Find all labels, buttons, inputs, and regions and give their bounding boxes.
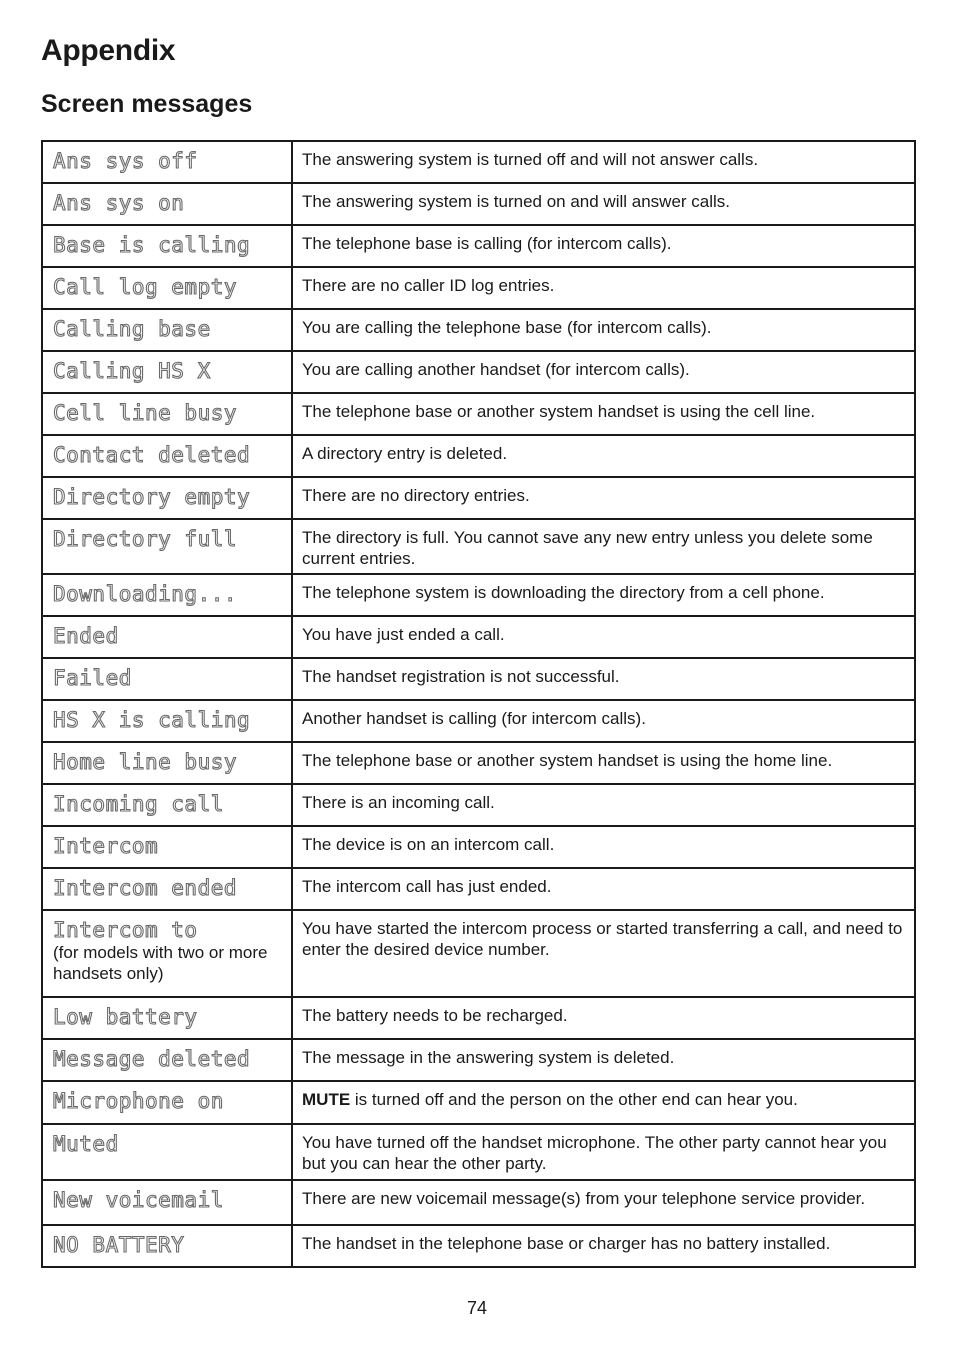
description-cell — [292, 351, 915, 393]
table-row — [42, 1124, 915, 1180]
description-cell — [292, 519, 915, 574]
description-cell — [292, 1039, 915, 1081]
lcd-message: Microphone on — [53, 1089, 224, 1113]
message-cell — [42, 997, 292, 1039]
table-row — [42, 519, 915, 574]
mute-key-label: MUTE — [302, 1090, 351, 1109]
message-description: You have started the intercom process or started transferring a call, and need to enter the desired device number. — [302, 919, 903, 959]
table-row — [42, 574, 915, 616]
description-cell — [292, 784, 915, 826]
message-cell — [42, 910, 292, 997]
table-row — [42, 910, 915, 997]
lcd-message: Ans sys on — [53, 191, 185, 215]
lcd-message: Call log empty — [53, 275, 238, 299]
message-cell — [42, 183, 292, 225]
message-description: The handset in the telephone base or charger has no battery installed. — [302, 1234, 831, 1253]
message-cell — [42, 868, 292, 910]
message-description — [293, 1082, 914, 1110]
message-cell — [42, 1039, 292, 1081]
message-cell — [42, 393, 292, 435]
message-cell — [42, 477, 292, 519]
message-description: You are calling another handset (for intercom calls). — [302, 360, 690, 379]
description-cell — [292, 477, 915, 519]
lcd-message: Intercom — [53, 834, 159, 858]
description-cell — [292, 309, 915, 351]
table-row — [42, 700, 915, 742]
table-row — [42, 868, 915, 910]
description-cell — [292, 868, 915, 910]
message-cell — [42, 225, 292, 267]
lcd-message: Message deleted — [53, 1047, 251, 1071]
message-description: The telephone system is downloading the directory from a cell phone. — [302, 583, 825, 602]
table-row — [42, 1180, 915, 1225]
message-cell — [42, 742, 292, 784]
message-cell — [42, 1124, 292, 1180]
description-cell — [292, 742, 915, 784]
table-row — [42, 267, 915, 309]
message-description: You have just ended a call. — [302, 625, 505, 644]
screen-messages-table — [41, 140, 916, 1268]
table-row — [42, 1039, 915, 1081]
lcd-message: Home line busy — [53, 750, 238, 774]
table-row — [42, 1081, 915, 1124]
table-row — [42, 309, 915, 351]
lcd-message: Incoming call — [53, 792, 224, 816]
message-description: The device is on an intercom call. — [302, 835, 555, 854]
description-cell — [292, 1081, 915, 1124]
message-cell — [42, 351, 292, 393]
lcd-message: Contact deleted — [53, 443, 251, 467]
section-title: Screen messages — [41, 90, 253, 118]
lcd-message: Ans sys off — [53, 149, 198, 173]
lcd-message: NO BATTERY — [53, 1233, 185, 1257]
message-description: You have turned off the handset microphone. The other party cannot hear you but you can hear the other party. — [302, 1133, 887, 1173]
lcd-message: HS X is calling — [53, 708, 251, 732]
table-row — [42, 141, 915, 183]
description-cell — [292, 1124, 915, 1180]
message-description: The message in the answering system is deleted. — [302, 1048, 675, 1067]
lcd-message: Downloading... — [53, 582, 238, 606]
lcd-message: Cell line busy — [53, 401, 238, 425]
table-row — [42, 826, 915, 868]
message-cell — [42, 267, 292, 309]
description-cell — [292, 1225, 915, 1267]
message-cell — [42, 1081, 292, 1124]
lcd-message: Intercom to — [53, 918, 198, 942]
lcd-message: Ended — [53, 624, 119, 648]
message-cell — [42, 1225, 292, 1267]
message-cell — [42, 826, 292, 868]
message-description: You are calling the telephone base (for intercom calls). — [302, 318, 712, 337]
description-cell — [292, 267, 915, 309]
table-row — [42, 225, 915, 267]
message-cell — [42, 1180, 292, 1225]
lcd-message: Failed — [53, 666, 132, 690]
table-row — [42, 183, 915, 225]
description-cell — [292, 435, 915, 477]
table-row — [42, 393, 915, 435]
message-description: The intercom call has just ended. — [302, 877, 552, 896]
table-row — [42, 477, 915, 519]
description-cell — [292, 393, 915, 435]
message-description: There is an incoming call. — [302, 793, 495, 812]
message-description: The telephone base or another system handset is using the home line. — [302, 751, 833, 770]
description-cell — [292, 141, 915, 183]
description-cell — [292, 616, 915, 658]
lcd-message: Intercom ended — [53, 876, 238, 900]
lcd-message: Muted — [53, 1132, 119, 1156]
message-description: There are no caller ID log entries. — [302, 276, 555, 295]
message-cell — [42, 784, 292, 826]
message-description: A directory entry is deleted. — [302, 444, 508, 463]
message-cell — [42, 658, 292, 700]
message-description: The answering system is turned off and will not answer calls. — [302, 150, 759, 169]
table-row — [42, 658, 915, 700]
description-cell — [292, 574, 915, 616]
page-title: Appendix — [41, 34, 176, 67]
message-description: The handset registration is not successful. — [302, 667, 620, 686]
description-text: is turned off and the person on the other end can hear you. — [350, 1090, 798, 1109]
lcd-message: New voicemail — [53, 1188, 224, 1212]
table-row — [42, 616, 915, 658]
table-row — [42, 435, 915, 477]
table-row — [42, 1225, 915, 1267]
table-row — [42, 742, 915, 784]
lcd-message: Directory full — [53, 527, 238, 551]
table-row — [42, 784, 915, 826]
lcd-message: Directory empty — [53, 485, 251, 509]
description-cell — [292, 826, 915, 868]
lcd-message: Calling HS X — [53, 359, 211, 383]
message-cell — [42, 574, 292, 616]
message-description: The telephone base is calling (for intercom calls). — [302, 234, 672, 253]
message-cell — [42, 309, 292, 351]
message-description: There are new voicemail message(s) from your telephone service provider. — [302, 1189, 866, 1208]
table-row — [42, 351, 915, 393]
message-note: (for models with two or more handsets only) — [53, 943, 268, 983]
description-cell — [292, 910, 915, 997]
message-description: The directory is full. You cannot save any new entry unless you delete some current entries. — [302, 528, 873, 568]
message-cell — [42, 141, 292, 183]
table-row — [42, 997, 915, 1039]
message-description: The telephone base or another system handset is using the cell line. — [302, 402, 816, 421]
description-cell — [292, 997, 915, 1039]
description-cell — [292, 225, 915, 267]
lcd-message: Low battery — [53, 1005, 198, 1029]
lcd-message: Base is calling — [53, 233, 251, 257]
message-description: There are no directory entries. — [302, 486, 530, 505]
lcd-message: Calling base — [53, 317, 211, 341]
message-description: Another handset is calling (for intercom calls). — [302, 709, 646, 728]
message-cell — [42, 435, 292, 477]
message-description: The battery needs to be recharged. — [302, 1006, 568, 1025]
message-cell — [42, 700, 292, 742]
message-description: The answering system is turned on and will answer calls. — [302, 192, 731, 211]
description-cell — [292, 658, 915, 700]
description-cell — [292, 700, 915, 742]
message-cell — [42, 616, 292, 658]
page-number: 74 — [466, 1298, 488, 1318]
description-cell — [292, 183, 915, 225]
description-cell — [292, 1180, 915, 1225]
message-cell — [42, 519, 292, 574]
